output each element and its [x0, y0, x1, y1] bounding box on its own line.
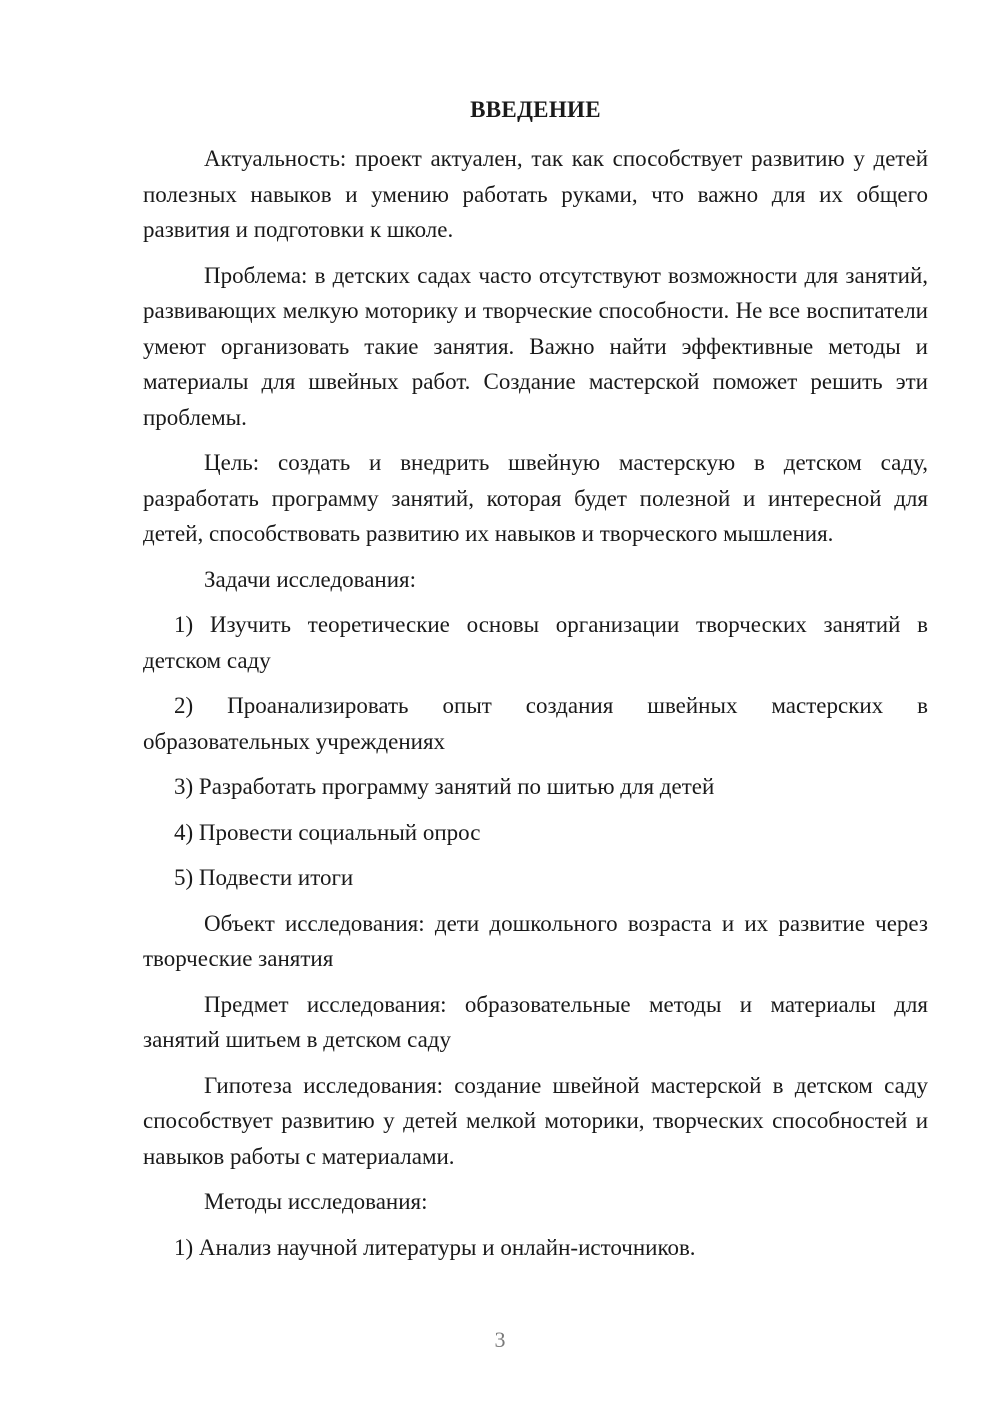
document-page — [143, 95, 928, 1275]
task-item-1: 1) Изучить теоретические основы организации творческих занятий в детском саду — [143, 612, 928, 673]
method-item-1: 1) Анализ научной литературы и онлайн-источников. — [174, 1234, 696, 1260]
task-item-4: 4) Провести социальный опрос — [174, 819, 481, 845]
methods-title: Методы исследования: — [204, 1189, 428, 1214]
paragraph-hypothesis: Гипотеза исследования: создание швейной мастерской в детском саду способствует развитию у детей мелкой моторики, творческих способностей и навыков работы с материалами. — [143, 1072, 928, 1169]
paragraph-goal: Цель: создать и внедрить швейную мастерскую в детском саду, разработать программу занятий, которая будет полезной и интересной для детей, способствовать развитию их навыков и творческого мышления. — [143, 450, 928, 546]
task-item-2: 2) Проанализировать опыт создания швейных мастерских в образовательных учреждениях — [143, 693, 928, 754]
page-number: 3 — [494, 1327, 506, 1352]
section-heading: ВВЕДЕНИЕ — [470, 97, 601, 122]
paragraph-subject: Предмет исследования: образовательные методы и материалы для занятий шитьем в детском саду — [143, 991, 928, 1052]
task-item-3: 3) Разработать программу занятий по шитью для детей — [174, 774, 715, 799]
paragraph-relevance: Актуальность: проект актуален, так как способствует развитию у детей полезных навыков и умению работать руками, что важно для их общего развития и подготовки к школе. — [143, 146, 928, 242]
paragraph-problem: Проблема: в детских садах часто отсутствуют возможности для занятий, развивающих мелкую моторику и творческие способности. Не все воспитатели умеют организовать такие занятия. Важно найти эффективные методы и материалы для швейных работ. Создание мастерской поможет решить эти проблемы. — [143, 262, 928, 430]
paragraph-object: Объект исследования: дети дошкольного возраста и их развитие через творческие занятия — [143, 910, 928, 971]
task-item-5: 5) Подвести итоги — [174, 865, 354, 890]
tasks-title: Задачи исследования: — [204, 566, 417, 592]
